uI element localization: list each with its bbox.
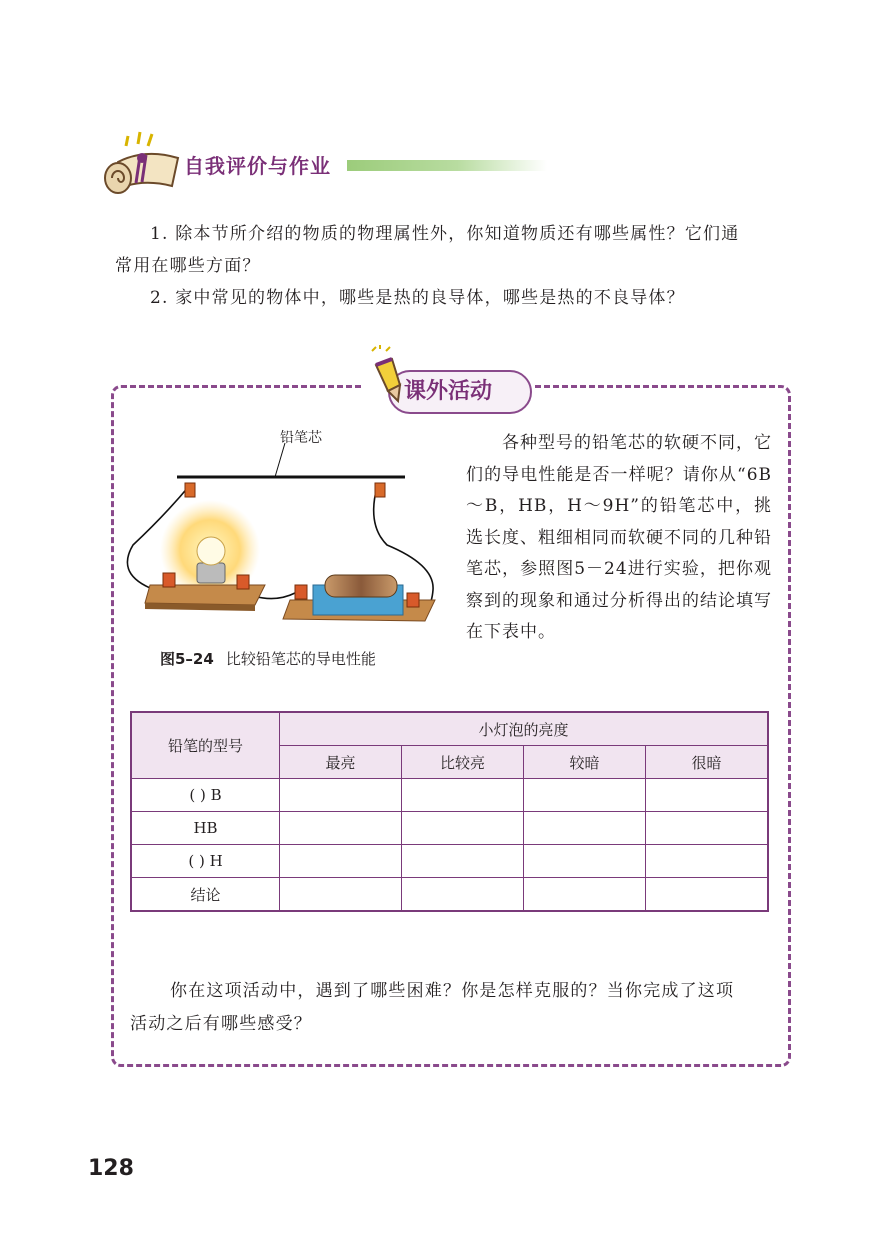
question-2: 2. 家中常见的物体中，哪些是热的良导体，哪些是热的不良导体？ <box>150 288 685 308</box>
figure-caption-text: 比较铅笔芯的导电性能 <box>225 650 376 668</box>
title-decoration-bar <box>347 160 547 171</box>
table-cell <box>646 779 769 812</box>
reflection-line-1: 你在这项活动中，遇到了哪些困难？你是怎样克服的？当你完成了这项 <box>170 981 735 1001</box>
row-label: 结论 <box>131 878 280 912</box>
table-subheader: 很暗 <box>646 746 769 779</box>
table-row <box>131 779 768 812</box>
table-cell <box>280 845 402 878</box>
table-cell <box>524 845 646 878</box>
table-subheader: 较暗 <box>524 746 646 779</box>
table-cell <box>280 812 402 845</box>
table-cell <box>524 812 646 845</box>
scroll-icon <box>100 128 182 204</box>
question-1-line-1: 1. 除本节所介绍的物质的物理属性外，你知道物质还有哪些属性？它们通 <box>150 224 740 244</box>
section-title: 自我评价与作业 <box>184 154 331 178</box>
table-cell <box>402 878 524 912</box>
reflection-line-2: 活动之后有哪些感受？ <box>130 1014 312 1034</box>
table-cell <box>524 779 646 812</box>
table-header-brightness: 小灯泡的亮度 <box>280 712 769 746</box>
table-row <box>131 845 768 878</box>
activity-title: 课外活动 <box>404 379 493 404</box>
table-cell <box>646 845 769 878</box>
table-cell <box>646 878 769 912</box>
activity-instructions-text: 各种型号的铅笔芯的软硬不同，它们的导电性能是否一样呢？请你从“6B～B，HB，H～9H”的铅笔芯中，挑选长度、粗细相同而软硬不同的几种铅笔芯，参照图5－24进行实验，把你观察到的现象和通过分析得出的结论填写在下表中。 <box>466 433 772 642</box>
table-row <box>131 812 768 845</box>
pencil-lead-label: 铅笔芯 <box>280 430 322 446</box>
row-label: ( ) B <box>131 779 280 812</box>
table-cell <box>646 812 769 845</box>
question-1-line-2: 常用在哪些方面？ <box>115 256 261 276</box>
table-cell <box>280 878 402 912</box>
table-cell <box>280 779 402 812</box>
row-label: ( ) H <box>131 845 280 878</box>
table-header-pencil-type: 铅笔的型号 <box>131 712 280 779</box>
table-subheader: 最亮 <box>280 746 402 779</box>
row-label: HB <box>131 812 280 845</box>
circuit-diagram <box>115 425 445 630</box>
table-row <box>131 878 768 912</box>
page-number: 128 <box>88 1156 134 1181</box>
table-cell <box>524 878 646 912</box>
activity-instructions <box>466 428 772 649</box>
table-cell <box>402 845 524 878</box>
results-table <box>130 711 769 912</box>
figure-number: 图5–24 <box>160 650 214 668</box>
table-cell <box>402 812 524 845</box>
table-subheader: 比较亮 <box>402 746 524 779</box>
label-pointer <box>275 443 285 477</box>
figure-caption <box>160 648 376 669</box>
table-cell <box>402 779 524 812</box>
